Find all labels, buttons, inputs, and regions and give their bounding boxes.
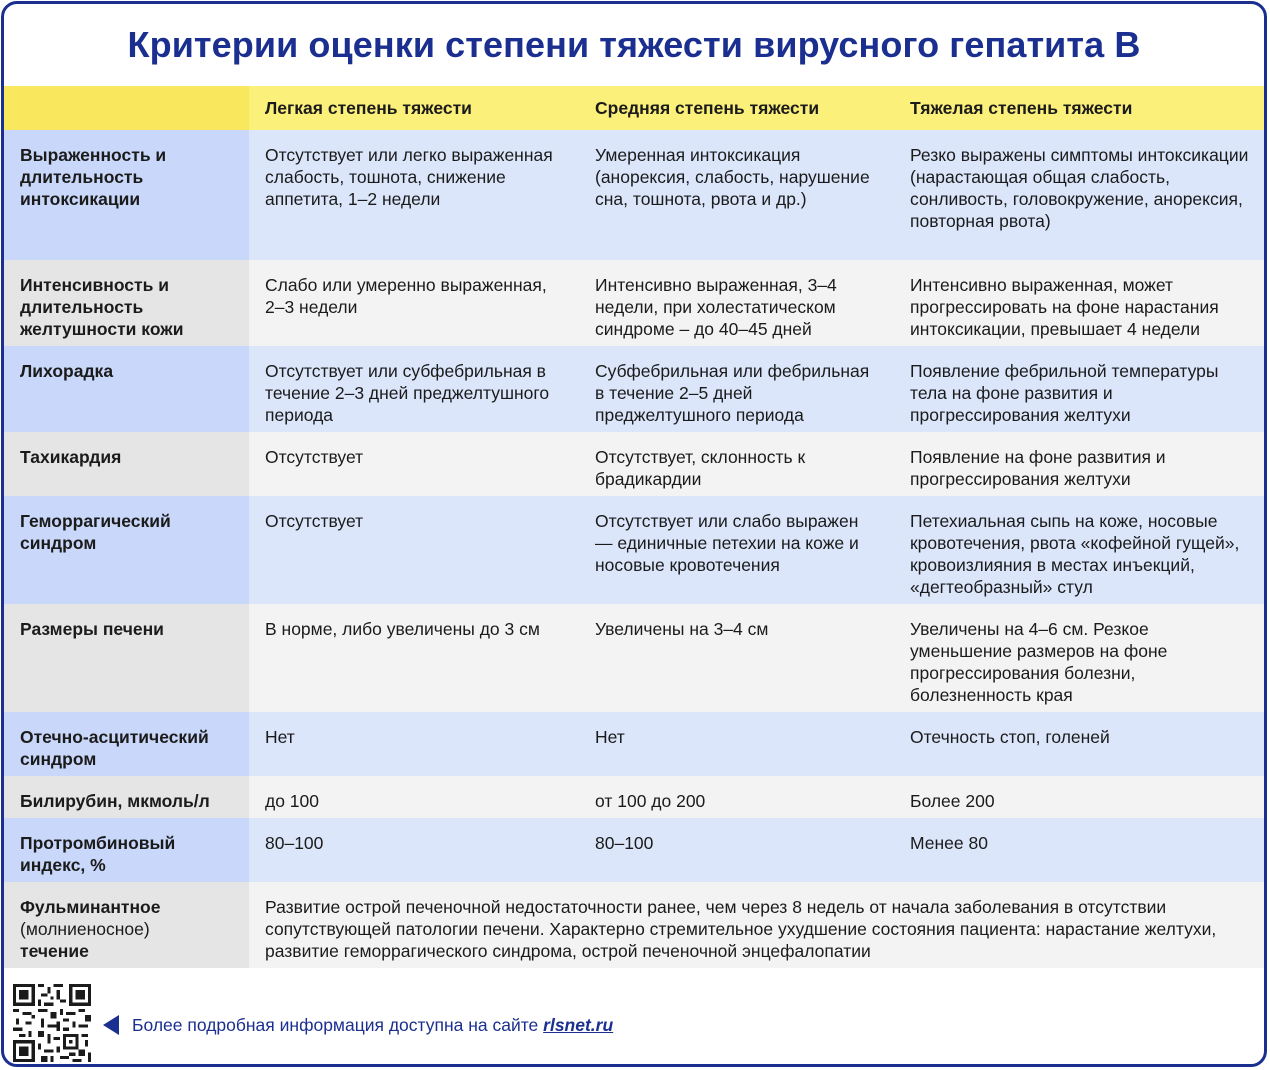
header-moderate: Средняя степень тяжести [595,98,820,118]
header-severe: Тяжелая степень тяжести [910,98,1133,118]
cell-mild: Отсутствует [249,432,579,496]
row-label: Протромбиновый индекс, % [4,818,249,882]
row-label: Интенсивность и длительность желтушности кожи [4,260,249,346]
cell-mild: 80–100 [249,818,579,882]
cell-severe: Менее 80 [894,818,1267,882]
table-row [4,432,1267,496]
cell-moderate: Умеренная интоксикация (анорексия, слабость, нарушение сна, тошнота, рвота и др.) [579,130,894,260]
cell-mild: Слабо или умеренно выраженная, 2–3 недели [249,260,579,346]
cell-severe: Появление на фоне развития и прогрессирования желтухи [894,432,1267,496]
cell-severe: Интенсивно выраженная, может прогрессировать на фоне нарастания интоксикации, превышает 4 недели [894,260,1267,346]
footer [4,979,1264,1067]
row-label: Билирубин, мкмоль/л [4,776,249,818]
row-label-line: течение [20,941,89,961]
table-row [4,260,1267,346]
table-row [4,776,1267,818]
cell-mild: Отсутствует [249,496,579,604]
header-mild: Легкая степень тяжести [265,98,472,118]
cell-moderate: Отсутствует или слабо выражен — единичные петехии на коже и носовые кровотечения [579,496,894,604]
cell-mild: Отсутствует или субфебрильная в течение 2–3 дней преджелтушного периода [249,346,579,432]
cell-mild: до 100 [249,776,579,818]
table-row [4,346,1267,432]
cell-moderate: от 100 до 200 [579,776,894,818]
row-label: Лихорадка [4,346,249,432]
cell-moderate: Интенсивно выраженная, 3–4 недели, при холестатическом синдроме – до 40–45 дней [579,260,894,346]
site-link[interactable]: rlsnet.ru [543,1015,614,1035]
page-title: Критерии оценки степени тяжести вирусного гепатита В [127,24,1141,65]
table-header-row [4,86,1267,130]
cell-moderate: Нет [579,712,894,776]
cell-moderate: 80–100 [579,818,894,882]
cell-severe: Резко выражены симптомы интоксикации (нарастающая общая слабость, сонливость, головокружение, анорексия, повторная рвота) [894,130,1267,260]
footer-note [132,1015,613,1036]
footer-text: Более подробная информация доступна на сайте [132,1015,544,1035]
table-row [4,712,1267,776]
row-label: Отечно-асцитический синдром [4,712,249,776]
cell-severe: Увеличены на 4–6 см. Резкое уменьшение размеров на фоне прогрессирования болезни, болезненность края [894,604,1267,712]
cell-moderate: Отсутствует, склонность к брадикардии [579,432,894,496]
row-label: Размеры печени [4,604,249,712]
table-row [4,604,1267,712]
row-label-line: Фульминантное [20,897,161,917]
qr-code-icon[interactable] [13,984,91,1062]
row-label: Геморрагический синдром [4,496,249,604]
table-row-fulminant [4,882,1267,968]
infographic-frame [1,1,1267,1067]
row-label [4,882,249,968]
arrow-left-icon [103,1015,119,1035]
cell-severe: Появление фебрильной температуры тела на фоне развития и прогрессирования желтухи [894,346,1267,432]
row-label-line: (молниеносное) [20,919,150,939]
cell-severe: Отечность стоп, голеней [894,712,1267,776]
cell-moderate: Увеличены на 3–4 см [579,604,894,712]
cell-mild: В норме, либо увеличены до 3 см [249,604,579,712]
table-row [4,818,1267,882]
table-row [4,130,1267,260]
cell-severe: Более 200 [894,776,1267,818]
table-row [4,496,1267,604]
cell-severe: Петехиальная сыпь на коже, носовые кровотечения, рвота «кофейной гущей», кровоизлияния в местах инъекций, «дегтеобразный» стул [894,496,1267,604]
cell-mild: Отсутствует или легко выраженная слабость, тошнота, снижение аппетита, 1–2 недели [249,130,579,260]
row-label: Тахикардия [4,432,249,496]
cell-moderate: Субфебрильная или фебрильная в течение 2–5 дней преджелтушного периода [579,346,894,432]
row-label: Выраженность и длительность интоксикации [4,130,249,260]
header-corner [4,86,249,130]
cell-mild: Нет [249,712,579,776]
criteria-table [4,86,1267,968]
cell-spanning: Развитие острой печеночной недостаточности ранее, чем через 8 недель от начала заболевания в отсутствии сопутствующей патологии печени. Характерно стремительное ухудшение состояния пациента: нарастание желтухи, развитие геморрагического синдрома, острой печеночной энцефалопатии [249,882,1267,968]
